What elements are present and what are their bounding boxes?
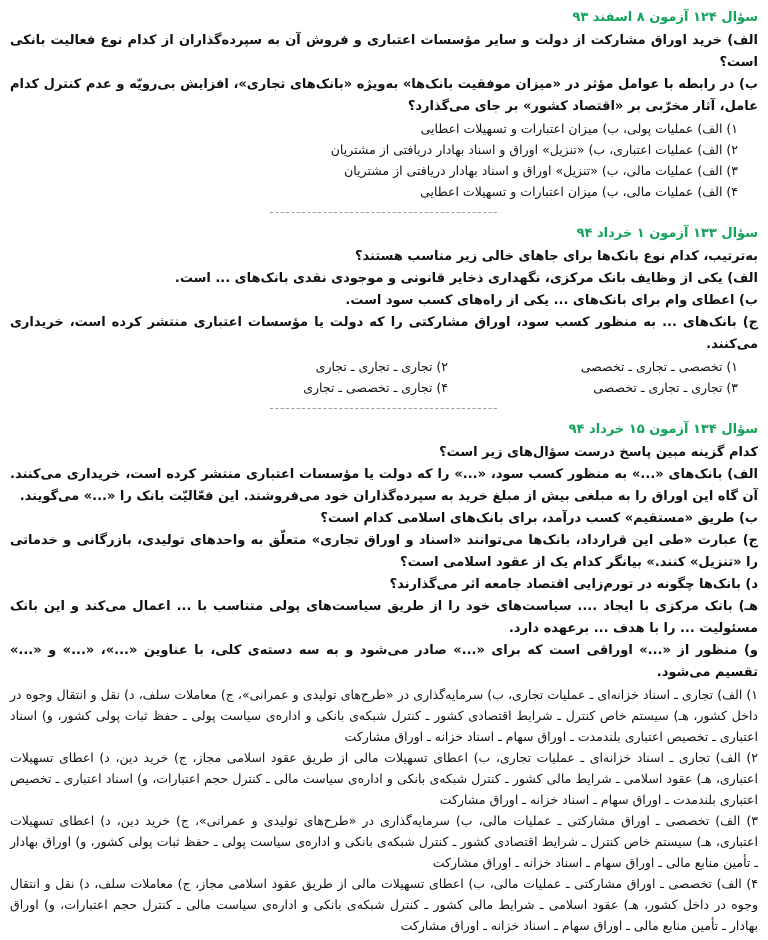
option-item: ۳) الف) عملیات مالی، ب) «تنزیل» اوراق و اسناد بهادار دریافتی از مشتریان bbox=[344, 163, 738, 178]
option-item: ۳) الف) تخصصی ـ اوراق مشارکتی ـ عملیات مالی، ب) سرمایه‌گذاری در «طرح‌های تولیدی و عمرانی»، ج) خرید دین، د) اعطای تسهیلات اعتباری، هـ) سیستم خاص کنترل ـ شرایط اقتصادی کشور ـ کنترل شبکه‌ی بانکی و اداره‌ی سیاست پولی ـ حفظ ثبات پولی کشور، و) اوراق بهادار ـ تأمین منابع مالی ـ اوراق سهام ـ اسناد خزانه ـ اوراق مشارکت bbox=[10, 813, 758, 870]
option-item: ۱) الف) تجاری ـ اسناد خزانه‌ای ـ عملیات تجاری، ب) سرمایه‌گذاری در «طرح‌های تولیدی و عمرانی»، ج) معاملات سلف، د) نقل و انتقال وجوه در داخل کشور، هـ) سیستم خاص کنترل ـ شرایط اقتصادی کشور ـ کنترل شبکه‌ی بانکی و اداره‌ی سیاست پولی ـ حفظ ثبات پولی کشور، و) اسناد اعتباری ـ تخصیص اعتباری بلندمدت ـ اوراق سهام ـ اسناد خزانه ـ اوراق مشارکت bbox=[10, 687, 758, 744]
stem-paragraph: الف) خرید اوراق مشارکت از دولت و سایر مؤسسات اعتباری و فروش آن به سپرده‌گذاران از کدام نوع فعالیت بانکی است؟ bbox=[10, 33, 758, 70]
option-item: ۴) تجاری ـ تخصصی ـ تجاری bbox=[303, 380, 448, 395]
option-item: ۲) الف) عملیات اعتباری، ب) «تنزیل» اوراق و اسناد بهادار دریافتی از مشتریان bbox=[330, 142, 738, 157]
stem-paragraph: کدام گزینه مبین پاسخ درست سؤال‌های زیر است؟ bbox=[439, 445, 758, 460]
option-item: ۳) تجاری ـ تجاری ـ تخصصی bbox=[593, 380, 738, 395]
question-block-133 bbox=[10, 222, 758, 418]
option-item: ۲) تجاری ـ تجاری ـ تجاری bbox=[315, 359, 448, 374]
option-item: ۱) تخصصی ـ تجاری ـ تخصصی bbox=[580, 359, 738, 374]
options-list bbox=[10, 356, 758, 398]
question-block-124 bbox=[10, 6, 758, 222]
question-stems bbox=[10, 246, 758, 356]
dashed-separator: ------------------------------------------- bbox=[269, 401, 499, 415]
question-header: سؤال ۱۳۴ آزمون ۱۵ خرداد ۹۴ bbox=[568, 422, 758, 437]
stem-paragraph: ب) طریق «مستقیم» کسب درآمد، برای بانک‌های اسلامی کدام است؟ bbox=[320, 511, 758, 526]
question-stems bbox=[10, 30, 758, 118]
option-item: ۴) الف) تخصصی ـ اوراق مشارکتی ـ عملیات مالی، ب) اعطای تسهیلات مالی از طریق عقود اسلامی مجاز، ج) معاملات سلف، د) نقل و انتقال وجوه در داخل کشور، هـ) عقود اسلامی ـ شرایط مالی کشور ـ کنترل شبکه‌ی بانکی و اداره‌ی سیاست مالی ـ کنترل حجم اعتبارات، و) اوراق بهادار ـ تأمین منابع مالی ـ اوراق سهام ـ اسناد خزانه ـ اوراق مشارکت bbox=[10, 876, 758, 933]
stem-paragraph: هـ) بانک مرکزی با ایجاد .... سیاست‌های خود را از طریق سیاست‌های پولی متناسب با ... اعمال می‌کند و این بانک مسئولیت ... را با هدف ... برعهده دارد. bbox=[10, 599, 758, 636]
question-block-134 bbox=[10, 418, 758, 936]
dashed-separator: ------------------------------------------- bbox=[269, 205, 499, 219]
question-header: سؤال ۱۳۳ آزمون ۱ خرداد ۹۴ bbox=[576, 226, 758, 241]
options-list bbox=[10, 118, 758, 202]
question-stems bbox=[10, 442, 758, 684]
options-list bbox=[10, 684, 758, 936]
stem-paragraph: ب) در رابطه با عوامل مؤثر در «میزان موفقیت بانک‌ها» به‌ویژه «بانک‌های تجاری»، افزایش بی‌رویّه و عدم کنترل کدام عامل، آثار مخرّبی بر «اقتصاد کشور» بر جای می‌گذارد؟ bbox=[10, 77, 758, 114]
stem-paragraph: ب) اعطای وام برای بانک‌های ... یکی از راه‌های کسب سود است. bbox=[345, 293, 758, 308]
stem-paragraph: الف) یکی از وظایف بانک مرکزی، نگهداری ذخایر قانونی و موجودی نقدی بانک‌های ... است. bbox=[174, 271, 758, 286]
stem-paragraph: و) منظور از «...» اوراقی است که برای «...» صادر می‌شود و به سه دسته‌ی کلی، با عناوین «...»، «...» و «...» تقسیم می‌شود. bbox=[10, 643, 758, 680]
stem-paragraph: ج) عبارت «طی این قرارداد، بانک‌ها می‌توانند «اسناد و اوراق تجاری» متعلّق به واحدهای تولیدی، بازرگانی و خدماتی را «تنزیل» کنند.» بیانگر کدام یک از عقود اسلامی است؟ bbox=[10, 533, 758, 570]
option-item: ۴) الف) عملیات مالی، ب) میزان اعتبارات و تسهیلات اعطایی bbox=[420, 184, 738, 199]
option-item: ۱) الف) عملیات پولی، ب) میزان اعتبارات و تسهیلات اعطایی bbox=[420, 121, 738, 136]
option-item: ۲) الف) تجاری ـ اسناد خزانه‌ای ـ عملیات تجاری، ب) اعطای تسهیلات مالی از طریق عقود اسلامی مجاز، ج) خرید دین، د) اعطای تسهیلات اعتباری، هـ) عقود اسلامی ـ شرایط مالی کشور ـ کنترل شبکه‌ی بانکی و اداره‌ی سیاست مالی ـ کنترل حجم اعتبارات، و) اسناد اعتباری ـ تخصیص اعتباری بلندمدت ـ اوراق سهام ـ اسناد خزانه ـ اوراق مشارکت bbox=[10, 750, 758, 807]
question-header: سؤال ۱۲۴ آزمون ۸ اسفند ۹۳ bbox=[572, 10, 758, 25]
stem-paragraph: الف) بانک‌های «...» به منظور کسب سود، «...» را که دولت یا مؤسسات اعتباری منتشر کرده است، خریداری می‌کنند. آن گاه این اوراق را به مبلغی بیش از مبلغ خرید به سپرده‌گذاران خود می‌فروشند. این فعّالیّت بانک را «...» می‌گویند. bbox=[10, 467, 758, 504]
stem-paragraph: د) بانک‌ها چگونه در تورم‌زایی اقتصاد جامعه اثر می‌گذارند؟ bbox=[389, 577, 758, 592]
stem-paragraph: به‌ترتیب، کدام نوع بانک‌ها برای جاهای خالی زیر مناسب هستند؟ bbox=[355, 249, 758, 264]
stem-paragraph: ج) بانک‌های ... به منظور کسب سود، اوراق مشارکتی را که دولت یا مؤسسات اعتباری منتشر کرده است، خریداری می‌کنند. bbox=[10, 315, 758, 352]
